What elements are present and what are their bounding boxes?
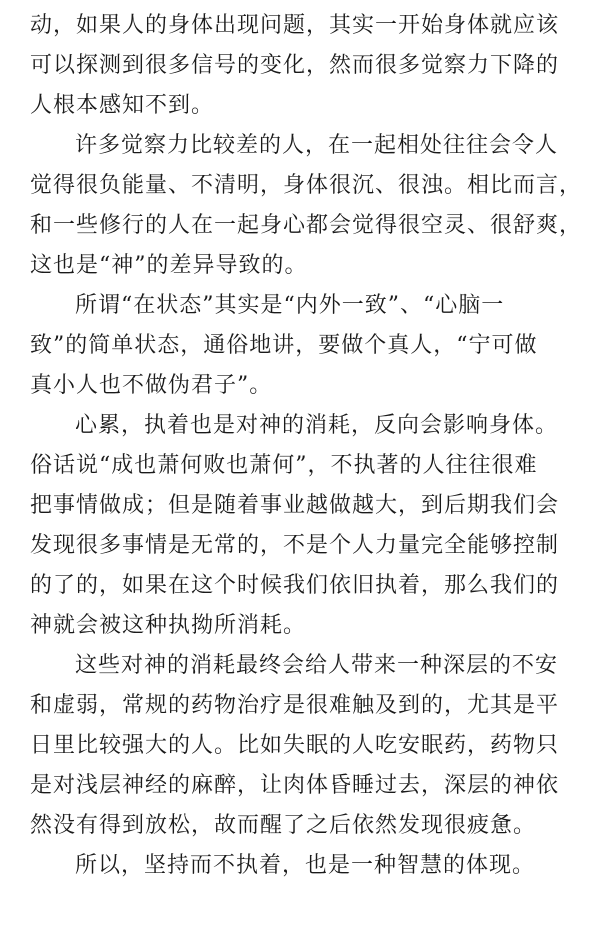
text-line: 这也是“神”的差异导致的。 [30,253,308,278]
text-line: 觉得很负能量、不清明，身体很沉、很浊。相比而言， [30,173,583,198]
text-line: 致”的简单状态，通俗地讲，要做个真人，“宁可做 [30,333,538,358]
text-line: 可以探测到很多信号的变化，然而很多觉察力下降的 [30,53,560,78]
text-line: 是对浅层神经的麻醉，让肉体昏睡过去，深层的神依 [30,773,560,798]
text-line: 然没有得到放松，故而醒了之后依然发现很疲惫。 [30,813,537,838]
document-body [30,6,583,886]
text-line: 俗话说“成也萧何败也萧何”，不执著的人往往很难 [30,453,538,478]
text-line: 许多觉察力比较差的人，在一起相处往往会令人 [75,133,559,158]
text-line: 的了的，如果在这个时候我们依旧执着，那么我们的 [30,573,560,598]
text-line: 发现很多事情是无常的，不是个人力量完全能够控制 [30,533,560,558]
text-line: 这些对神的消耗最终会给人带来一种深层的不安 [75,653,559,678]
text-line: 所以，坚持而不执着，也是一种智慧的体现。 [75,853,536,878]
text-line: 神就会被这种执拗所消耗。 [30,613,307,638]
text-line: 动，如果人的身体出现问题，其实一开始身体就应该 [30,13,560,38]
text-line: 人根本感知不到。 [30,93,215,118]
text-line: 和虚弱，常规的药物治疗是很难触及到的，尤其是平 [30,693,560,718]
text-line: 真小人也不做伪君子”。 [30,373,273,398]
text-line: 所谓“在状态”其实是“内外一致”、“心脑一 [75,293,505,318]
text-line: 心累，执着也是对神的消耗，反向会影响身体。 [75,413,559,438]
text-line: 日里比较强大的人。比如失眠的人吃安眠药，药物只 [30,733,560,758]
text-line: 和一些修行的人在一起身心都会觉得很空灵、很舒爽， [30,213,583,238]
text-line: 把事情做成；但是随着事业越做越大，到后期我们会 [30,493,560,518]
